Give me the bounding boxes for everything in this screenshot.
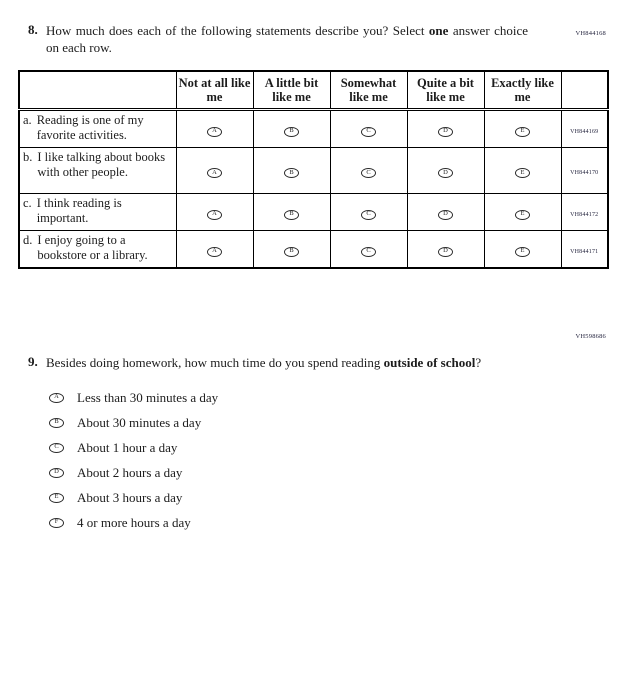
table-row — [19, 148, 608, 194]
row-b-bubble-b[interactable]: B — [284, 168, 299, 178]
statement-a — [19, 110, 176, 148]
statement-b-letter: b. — [23, 150, 33, 164]
row-a-option-a-cell — [176, 110, 253, 148]
q9-bubble-f[interactable]: F — [49, 518, 64, 528]
row-b-bubble-e[interactable]: E — [515, 168, 530, 178]
row-b-bubble-d[interactable]: D — [438, 168, 453, 178]
list-item — [49, 435, 607, 460]
statement-a-text: Reading is one of my favorite activities. — [36, 113, 144, 142]
table-row — [19, 110, 608, 148]
matrix-header-exactly: Exactly like me — [484, 71, 561, 110]
question-8 — [18, 22, 607, 56]
list-item — [49, 460, 607, 485]
row-b-option-d-cell — [407, 148, 484, 194]
row-d-bubble-d[interactable]: D — [438, 247, 453, 257]
question8-text-prefix: How much does each of the following statements describe you? Select — [46, 23, 429, 38]
q9-option-d-label: About 2 hours a day — [77, 464, 183, 480]
matrix-header-code-empty — [561, 71, 608, 110]
row-d-bubble-b[interactable]: B — [284, 247, 299, 257]
row-a-bubble-e[interactable]: E — [515, 127, 530, 137]
statement-a-letter: a. — [23, 113, 32, 127]
matrix-header-empty — [19, 71, 176, 110]
question9-text — [46, 354, 586, 371]
row-a-code: VH844169 — [570, 128, 599, 135]
row-a-bubble-d[interactable]: D — [438, 127, 453, 137]
row-b-option-a-cell — [176, 148, 253, 194]
row-d-option-c-cell — [330, 231, 407, 269]
row-a-option-c-cell — [330, 110, 407, 148]
row-d-bubble-a[interactable]: A — [207, 247, 222, 257]
row-a-bubble-a[interactable]: A — [207, 127, 222, 137]
question9-number: 9. — [28, 354, 38, 369]
list-item — [49, 510, 607, 535]
row-b-bubble-c[interactable]: C — [361, 168, 376, 178]
statement-d-letter: d. — [23, 233, 33, 247]
row-b-bubble-a[interactable]: A — [207, 168, 222, 178]
question9-code-line — [18, 325, 607, 343]
row-d-option-e-cell — [484, 231, 561, 269]
row-d-bubble-e[interactable]: E — [515, 247, 530, 257]
question8-text-bold: one — [428, 23, 449, 38]
question8-accession-code: VH844168 — [575, 30, 606, 37]
q9-bubble-d[interactable]: D — [49, 468, 64, 478]
row-a-option-b-cell — [253, 110, 330, 148]
row-c-option-e-cell — [484, 194, 561, 231]
question9-text-bold: outside of school — [383, 355, 476, 370]
list-item — [49, 385, 607, 410]
list-item — [49, 485, 607, 510]
question9-accession-code: VH598686 — [575, 333, 606, 340]
statement-d — [19, 231, 176, 269]
table-row — [19, 194, 608, 231]
row-c-option-b-cell — [253, 194, 330, 231]
row-c-bubble-a[interactable]: A — [207, 210, 222, 220]
row-a-option-d-cell — [407, 110, 484, 148]
likert-matrix-table — [18, 70, 609, 269]
survey-page — [0, 22, 625, 687]
statement-d-text: I enjoy going to a bookstore or a library. — [37, 233, 148, 262]
table-row — [19, 231, 608, 269]
question8-text — [46, 22, 528, 56]
row-d-bubble-c[interactable]: C — [361, 247, 376, 257]
question-9 — [18, 354, 607, 371]
row-d-code-cell — [561, 231, 608, 269]
q9-bubble-c[interactable]: C — [49, 443, 64, 453]
question9-options — [49, 385, 607, 535]
row-b-option-c-cell — [330, 148, 407, 194]
question8-number: 8. — [28, 22, 38, 37]
row-c-bubble-c[interactable]: C — [361, 210, 376, 220]
question9-text-prefix: Besides doing homework, how much time do you spend reading — [46, 355, 384, 370]
row-d-option-a-cell — [176, 231, 253, 269]
statement-b — [19, 148, 176, 194]
q9-option-f-label: 4 or more hours a day — [77, 514, 191, 530]
row-b-option-b-cell — [253, 148, 330, 194]
row-c-bubble-b[interactable]: B — [284, 210, 299, 220]
q9-option-a-label: Less than 30 minutes a day — [77, 389, 219, 405]
statement-c — [19, 194, 176, 231]
row-d-option-b-cell — [253, 231, 330, 269]
q9-option-e-label: About 3 hours a day — [77, 489, 183, 505]
question8-text-suffix: answer choice on each row. — [46, 23, 529, 55]
list-item — [49, 410, 607, 435]
row-c-code: VH844172 — [570, 211, 599, 218]
row-b-code: VH844170 — [570, 170, 599, 176]
statement-c-text: I think reading is important. — [36, 196, 122, 225]
row-c-option-d-cell — [407, 194, 484, 231]
q9-bubble-e[interactable]: E — [49, 493, 64, 503]
row-a-code-cell — [561, 110, 608, 148]
matrix-header-row — [19, 71, 608, 110]
row-a-bubble-c[interactable]: C — [361, 127, 376, 137]
row-b-option-e-cell — [484, 148, 561, 194]
q9-option-c-label: About 1 hour a day — [77, 439, 178, 455]
row-d-option-d-cell — [407, 231, 484, 269]
matrix-header-quite-a-bit: Quite a bit like me — [407, 71, 484, 110]
row-b-code-cell — [561, 148, 608, 194]
row-c-bubble-d[interactable]: D — [438, 210, 453, 220]
row-c-code-cell — [561, 194, 608, 231]
statement-c-letter: c. — [23, 196, 32, 210]
row-a-option-e-cell — [484, 110, 561, 148]
row-c-bubble-e[interactable]: E — [515, 210, 530, 220]
row-c-option-a-cell — [176, 194, 253, 231]
row-a-bubble-b[interactable]: B — [284, 127, 299, 137]
question9-text-suffix: ? — [475, 355, 482, 370]
statement-b-text: I like talking about books with other people. — [37, 150, 166, 179]
q9-bubble-b[interactable]: B — [49, 418, 64, 428]
matrix-header-somewhat: Somewhat like me — [330, 71, 407, 110]
row-d-code: VH844171 — [570, 248, 599, 255]
matrix-header-not-at-all: Not at all like me — [176, 71, 253, 110]
matrix-header-a-little-bit: A little bit like me — [253, 71, 330, 110]
q9-bubble-a[interactable]: A — [49, 393, 64, 403]
q9-option-b-label: About 30 minutes a day — [77, 414, 202, 430]
row-c-option-c-cell — [330, 194, 407, 231]
